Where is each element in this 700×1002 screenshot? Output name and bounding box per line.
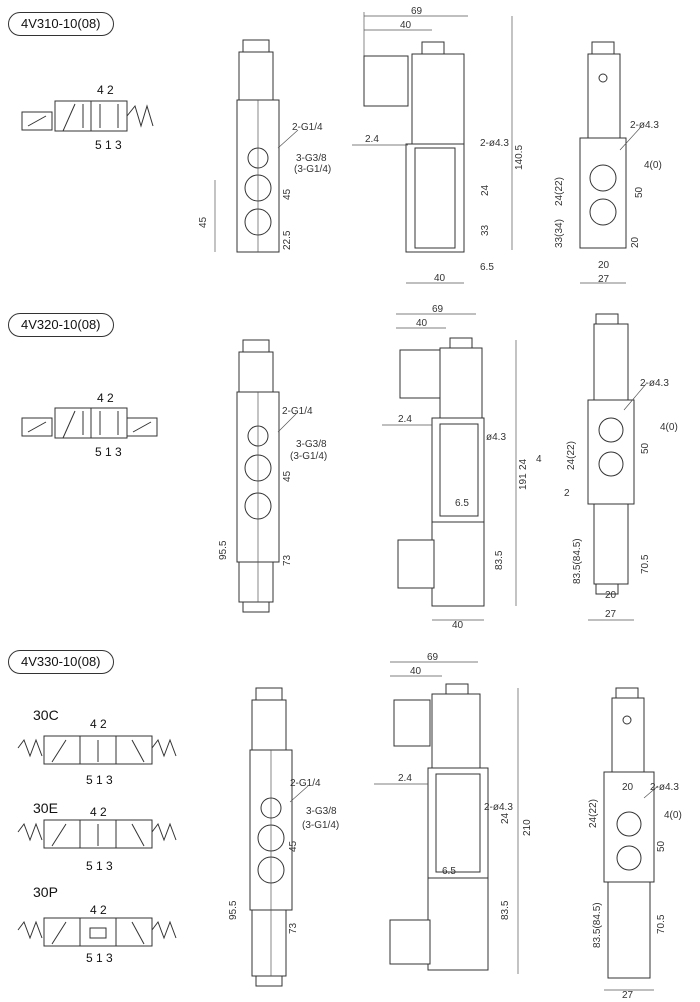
symbol-ports-top: 4 2 [90,717,107,731]
front-view-4v310 [198,40,331,252]
front-view-4v330 [228,688,339,986]
front-dim-c: 73 [288,922,299,934]
end-d4: 4(0) [660,422,678,433]
end-view-4v310 [554,42,662,285]
side-d65: 6.5 [480,262,494,273]
front-dim-b: 95.5 [218,540,229,560]
front-dim-b: 95.5 [228,900,239,920]
end-d20a: 20 [630,236,641,248]
end-d27: 27 [598,274,610,285]
end-d2422: 24(22) [566,441,577,470]
end-hole: 2-ø4.3 [640,378,669,389]
front-port-c: (3-G1/4) [290,451,328,462]
end-d4: 4(0) [644,160,662,171]
front-dim-a: 45 [288,840,299,852]
symbol-ports-bottom: 5 1 3 [86,951,113,965]
front-port-b: 3-G3/8 [296,439,327,450]
end-hole: 2-ø4.3 [630,120,659,131]
side-b40: 40 [452,620,464,631]
side-b40: 40 [434,273,446,284]
symbol-ports-top: 4 2 [90,805,107,819]
side-d33: 33 [480,224,491,236]
side-d24: 2.4 [398,773,412,784]
variant-label-30p: 30P [33,884,58,900]
side-d65: 6.5 [455,498,469,509]
side-w69: 69 [411,6,423,17]
symbol-ports-bottom: 5 1 3 [95,138,122,152]
side-w40: 40 [410,666,422,677]
end-hole: 2-ø4.3 [650,782,679,793]
end-d2422: 24(22) [554,177,565,206]
end-d27: 27 [605,609,617,620]
end-d20: 20 [622,782,634,793]
front-dim-b: 45 [282,188,293,200]
side-mark: 4 [536,454,542,465]
side-hole: 2-ø4.3 [484,802,513,813]
side-d65: 6.5 [442,866,456,877]
end-d50: 50 [640,442,651,454]
end-d835: 83.5(84.5) [572,538,583,584]
front-port-a: 2-G1/4 [292,122,323,133]
side-view-4v330 [374,652,533,974]
side-d835: 83.5 [500,900,511,920]
end-d20: 20 [605,590,617,601]
side-w40: 40 [416,318,428,329]
end-d2422: 24(22) [588,799,599,828]
side-d24: 2.4 [365,134,379,145]
end-d20b: 20 [598,260,610,271]
end-d50: 50 [656,840,667,852]
end-mark: 2 [564,488,570,499]
valve-symbol-4v310 [22,83,153,152]
side-w69: 69 [432,304,444,315]
symbol-ports-bottom: 5 1 3 [95,445,122,459]
variant-label-30c: 30C [33,707,59,723]
front-port-b: 3-G3/8 [296,153,327,164]
front-dim-c: 22.5 [282,230,293,250]
end-d705: 70.5 [640,554,651,574]
symbol-ports-top: 4 2 [90,903,107,917]
symbol-ports-top: 4 2 [97,83,114,97]
symbol-ports-top: 4 2 [97,391,114,405]
side-d835: 83.5 [494,550,505,570]
valve-symbol-30e [18,805,176,873]
end-view-4v330 [588,688,682,1001]
side-hole: ø4.3 [486,432,507,443]
front-dim-c: 73 [282,554,293,566]
side-d24b: 24 [500,812,511,824]
end-d3334: 33(34) [554,219,565,248]
front-port-c: (3-G1/4) [302,820,340,831]
end-d50: 50 [634,186,645,198]
front-port-a: 2-G1/4 [282,406,313,417]
valve-symbol-30p [18,903,176,965]
side-w40: 40 [400,20,412,31]
end-d705: 70.5 [656,914,667,934]
end-d27: 27 [622,990,634,1001]
side-hole: 2-ø4.3 [480,138,509,149]
side-h210: 210 [522,819,533,836]
side-view-4v310 [352,6,525,284]
valve-symbol-4v320 [22,391,157,459]
front-port-a: 2-G1/4 [290,778,321,789]
end-d4: 4(0) [664,810,682,821]
side-d24b: 24 [518,458,529,470]
side-d24: 2.4 [398,414,412,425]
front-dim-a: 45 [282,470,293,482]
symbol-ports-bottom: 5 1 3 [86,859,113,873]
symbol-ports-bottom: 5 1 3 [86,773,113,787]
front-port-c: (3-G1/4) [294,164,332,175]
front-dim-a: 45 [198,216,209,228]
variant-label-30e: 30E [33,800,58,816]
front-port-b: 3-G3/8 [306,806,337,817]
side-h191: 191 [518,473,529,490]
model-badge-4v330: 4V330-10(08) [8,650,114,674]
side-w69: 69 [427,652,439,663]
end-d835: 83.5(84.5) [592,902,603,948]
front-view-4v320 [218,340,327,612]
end-view-4v320 [564,314,678,620]
model-badge-4v310: 4V310-10(08) [8,12,114,36]
model-badge-4v320: 4V320-10(08) [8,313,114,337]
side-d24b: 24 [480,184,491,196]
side-view-4v320 [382,304,542,631]
valve-symbol-30c [18,717,176,787]
side-h1405: 140.5 [514,144,525,170]
